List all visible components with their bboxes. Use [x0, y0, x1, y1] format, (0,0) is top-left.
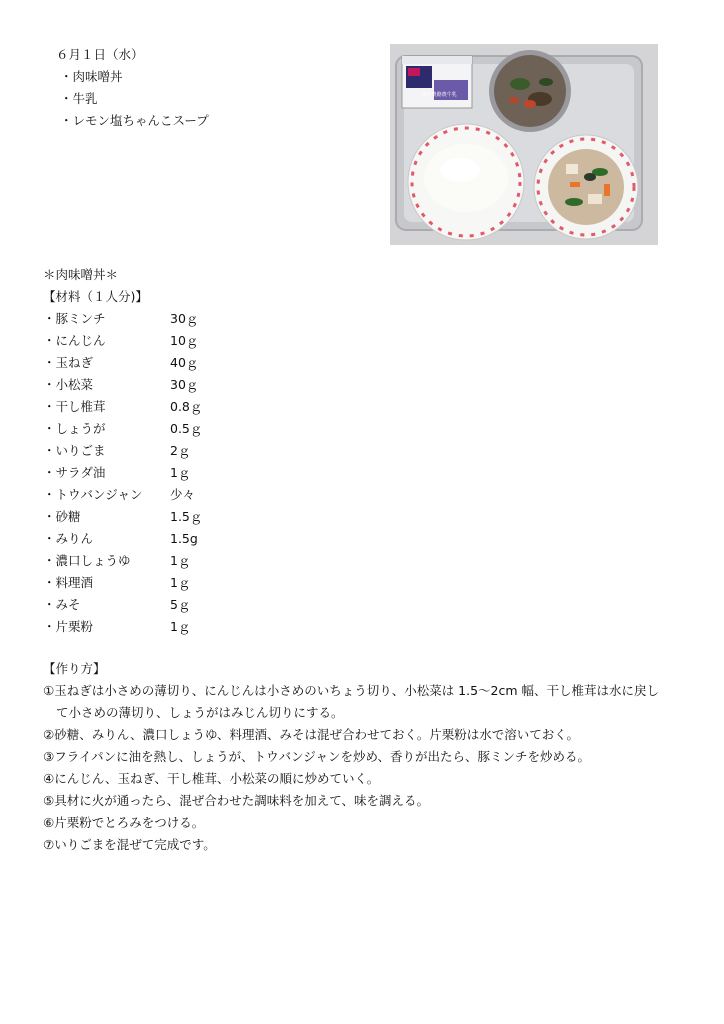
ingredient-name: ・料理酒 — [43, 575, 94, 590]
method-step: ③フライパンに油を熱し、しょうが、トウバンジャンを炒め、香りが出たら、豚ミンチを炒める。 — [43, 749, 591, 764]
ingredient-row — [43, 418, 202, 440]
lunch-photo — [390, 44, 658, 245]
ingredient-amount: 10ｇ — [170, 333, 199, 348]
ingredient-name: ・トウバンジャン — [43, 487, 143, 502]
rice-bowl — [408, 124, 524, 240]
menu-item: ・肉味噌丼 — [60, 69, 123, 84]
ingredient-amount: 1.5ｇ — [170, 509, 203, 524]
recipe-title: ＊肉味噌丼＊ — [43, 267, 119, 282]
ingredient-amount: 30ｇ — [170, 311, 199, 326]
ingredient-amount: 0.5ｇ — [170, 421, 203, 436]
ingredient-name: ・豚ミンチ — [43, 311, 106, 326]
menu-item: ・レモン塩ちゃんこスープ — [60, 113, 209, 128]
ingredient-list — [43, 308, 202, 638]
ingredient-row — [43, 484, 202, 506]
ingredient-row — [43, 352, 202, 374]
method-step: ⑦いりごまを混ぜて完成です。 — [43, 837, 216, 852]
method-step: ①玉ねぎは小さめの薄切り、にんじんは小さめのいちょう切り、小松菜は 1.5～2cm 幅、干し椎茸は水に戻し — [43, 683, 660, 698]
method-step-continuation: て小さめの薄切り、しょうがはみじん切りにする。 — [56, 705, 344, 720]
ingredient-name: ・しょうが — [43, 421, 106, 436]
method-step: ④にんじん、玉ねぎ、干し椎茸、小松菜の順に炒めていく。 — [43, 771, 380, 786]
ingredient-row — [43, 572, 202, 594]
ingredient-amount: 30ｇ — [170, 377, 199, 392]
method-step: ②砂糖、みりん、濃口しょうゆ、料理酒、みそは混ぜ合わせておく。片栗粉は水で溶いておく。 — [43, 727, 579, 742]
ingredient-row — [43, 528, 202, 550]
miso-pork-bowl — [489, 50, 571, 132]
method-section — [43, 658, 693, 856]
ingredient-name: ・濃口しょうゆ — [43, 553, 131, 568]
milk-carton — [402, 56, 472, 108]
ingredient-name: ・干し椎茸 — [43, 399, 106, 414]
ingredient-name: ・玉ねぎ — [43, 355, 94, 370]
ingredient-name: ・にんじん — [43, 333, 106, 348]
menu-item: ・牛乳 — [60, 91, 98, 106]
ingredient-name: ・みそ — [43, 597, 81, 612]
ingredient-amount: 1.5g — [170, 531, 198, 546]
ingredient-row — [43, 550, 202, 572]
lunch-tray-illustration — [390, 44, 658, 245]
ingredient-name: ・片栗粉 — [43, 619, 94, 634]
ingredient-amount: 40ｇ — [170, 355, 199, 370]
ingredient-amount: 1ｇ — [170, 465, 191, 480]
ingredient-amount: 1ｇ — [170, 553, 191, 568]
method-step: ⑥片栗粉でとろみをつける。 — [43, 815, 205, 830]
menu-date: ６月１日（水） — [56, 47, 144, 62]
ingredient-row — [43, 440, 202, 462]
ingredient-row — [43, 308, 202, 330]
carton-label: JA全農酪農牛乳 — [422, 92, 457, 98]
ingredient-name: ・砂糖 — [43, 509, 81, 524]
method-step: ⑤具材に火が通ったら、混ぜ合わせた調味料を加えて、味を調える。 — [43, 793, 429, 808]
ingredient-row — [43, 616, 202, 638]
ingredient-amount: 0.8ｇ — [170, 399, 203, 414]
ingredient-amount: 1ｇ — [170, 619, 191, 634]
ingredient-name: ・サラダ油 — [43, 465, 106, 480]
ingredient-amount: 2ｇ — [170, 443, 191, 458]
ingredient-row — [43, 594, 202, 616]
ingredient-row — [43, 330, 202, 352]
ingredient-name: ・いりごま — [43, 443, 106, 458]
materials-heading: 【材料（１人分)】 — [43, 289, 148, 304]
ingredient-row — [43, 374, 202, 396]
ingredient-name: ・みりん — [43, 531, 94, 546]
ingredient-amount: 5ｇ — [170, 597, 191, 612]
recipe-section — [43, 264, 202, 638]
ingredient-row — [43, 396, 202, 418]
soup-bowl — [534, 135, 638, 239]
ingredient-row — [43, 462, 202, 484]
ingredient-name: ・小松菜 — [43, 377, 94, 392]
ingredient-amount: 少々 — [170, 487, 196, 502]
menu-block — [56, 44, 209, 132]
ingredient-amount: 1ｇ — [170, 575, 191, 590]
ingredient-row — [43, 506, 202, 528]
method-heading: 【作り方】 — [43, 661, 106, 676]
